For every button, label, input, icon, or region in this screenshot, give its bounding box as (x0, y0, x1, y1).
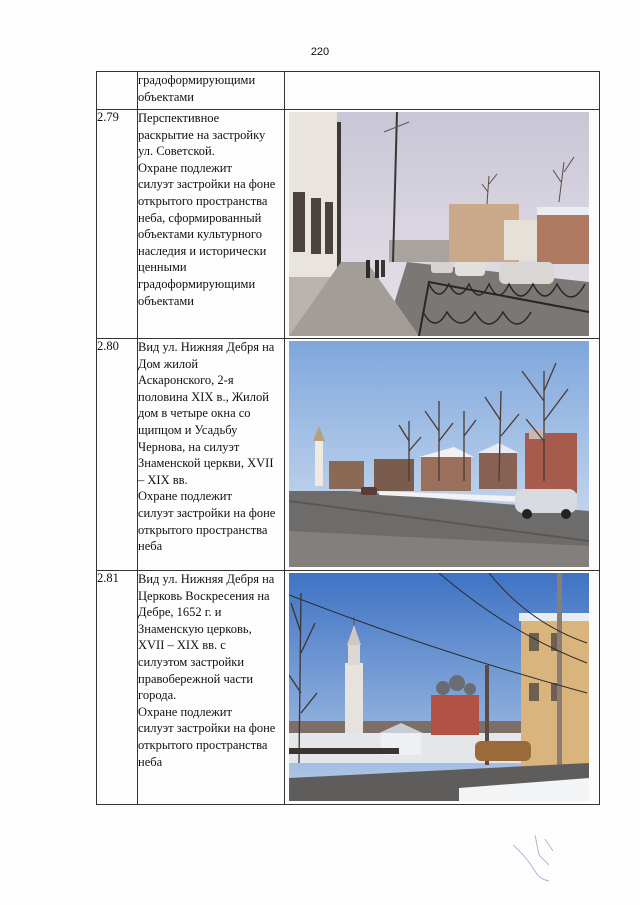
church-photo (289, 573, 589, 801)
description-line: ценными (138, 260, 187, 275)
row-photo-cell (285, 110, 600, 339)
row-photo-cell (285, 339, 600, 571)
description-line: Аскаронского, 2-я (138, 373, 234, 388)
row-description (138, 571, 285, 805)
description-line: силуэт застройки на фоне (138, 177, 276, 192)
description-line: градоформирующими (138, 276, 256, 291)
row-photo-cell (285, 571, 600, 805)
description-line: Знаменской церкви, XVII (138, 456, 274, 471)
description-line: Вид ул. Нижняя Дебря на (138, 572, 275, 586)
row-number: 2.80 (97, 339, 138, 571)
description-line: открытого пространства (138, 737, 268, 752)
description-line: Охране подлежит (138, 160, 232, 175)
description-line: наследия и исторически (138, 243, 267, 258)
row-number: 2.81 (97, 571, 138, 805)
description-line: правобережной части (138, 671, 254, 686)
table-row (97, 110, 600, 339)
description-line: неба (138, 754, 163, 769)
description-line: объектами культурного (138, 227, 262, 242)
description-line: градоформирующими (138, 73, 256, 87)
scan-artifact-mark (505, 825, 565, 885)
description-line: Вид ул. Нижняя Дебря на (138, 340, 275, 354)
description-line: силуэт застройки на фоне (138, 505, 276, 520)
row-description (138, 110, 285, 339)
row-photo-cell (285, 72, 600, 110)
page-number: 220 (310, 46, 330, 58)
row-description (138, 72, 285, 110)
description-line: Чернова, на силуэт (138, 439, 240, 454)
description-line: Дом жилой (138, 356, 199, 371)
description-line: открытого пространства (138, 193, 268, 208)
description-line: неба, сформированный (138, 210, 262, 225)
description-line: Дебре, 1652 г. и (138, 605, 222, 620)
description-line: Охране подлежит (138, 704, 232, 719)
description-line: объектами (138, 89, 194, 104)
description-line: половина XIX в., Жилой (138, 389, 269, 404)
description-line: неба (138, 539, 163, 554)
table-row (97, 339, 600, 571)
table-row (97, 72, 600, 110)
description-line: Знаменскую церковь, (138, 621, 252, 636)
description-line: силуэтом застройки (138, 654, 245, 669)
description-line: щипцом и Усадьбу (138, 422, 238, 437)
monuments-table (96, 71, 600, 805)
description-line: Церковь Воскресения на (138, 588, 270, 603)
road-photo (289, 341, 589, 567)
description-line: объектами (138, 293, 194, 308)
row-description (138, 339, 285, 571)
description-line: открытого пространства (138, 522, 268, 537)
description-line: XVII – XIX вв. с (138, 638, 226, 653)
description-line: – XIX вв. (138, 472, 188, 487)
row-number: 2.79 (97, 110, 138, 339)
row-number (97, 72, 138, 110)
description-line: раскрытие на застройку (138, 127, 266, 142)
description-line: Охране подлежит (138, 489, 232, 504)
table-row (97, 571, 600, 805)
description-line: силуэт застройки на фоне (138, 721, 276, 736)
street-photo (289, 112, 589, 336)
description-line: Перспективное (138, 111, 220, 125)
description-line: ул. Советской. (138, 144, 215, 159)
description-line: дом в четыре окна со (138, 406, 251, 421)
description-line: города. (138, 688, 177, 703)
